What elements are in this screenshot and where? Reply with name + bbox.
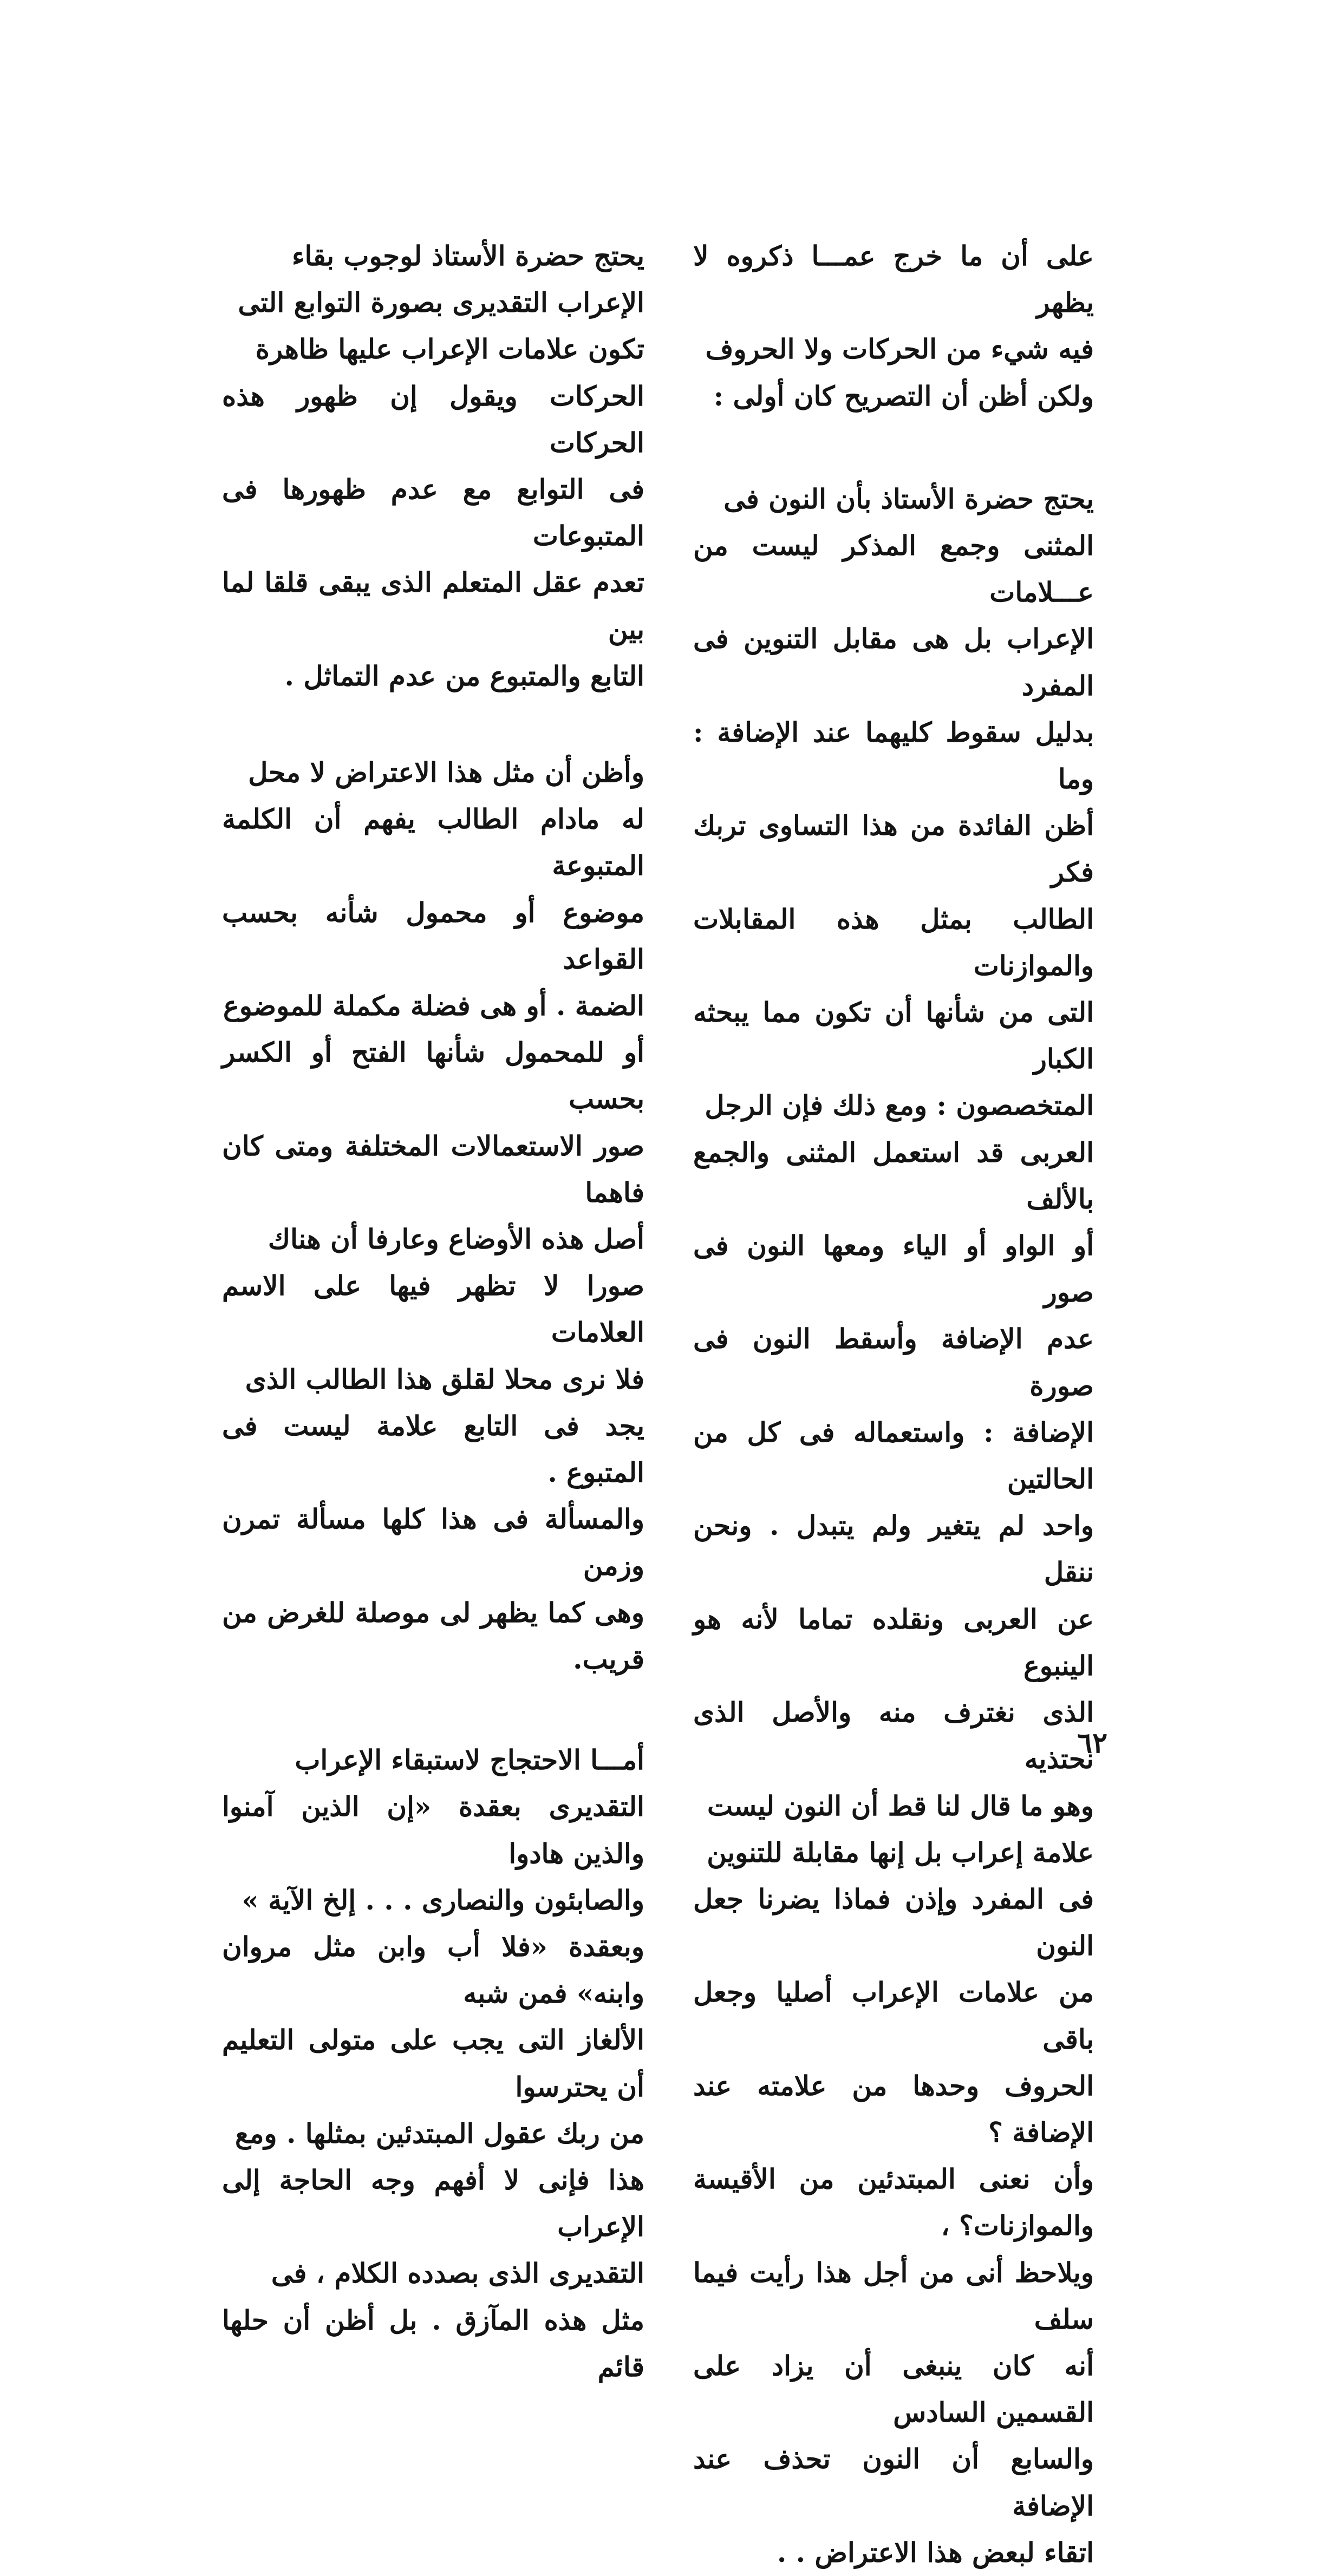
text-line: المثنى وجمع المذكر ليست من عـــلامات — [693, 529, 1094, 609]
text-line: يجد فى التابع علامة ليست فى المتبوع . — [222, 1409, 644, 1489]
text-line: له مادام الطالب يفهم أن الكلمة المتبوعة — [222, 803, 644, 882]
text-line: على أن ما خرج عمـــا ذكروه لا يظهر — [693, 240, 1094, 319]
text-line: مثل هذه المآزق . بل أظن أن حلها قائم — [222, 2304, 644, 2383]
text-line: أمـــا الاحتجاج لاستبقاء الإعراب — [295, 1744, 644, 1776]
text-line: من علامات الإعراب أصليا وجعل باقى — [693, 1976, 1094, 2055]
text-line: التى من شأنها أن تكون مما يبحثه الكبار — [693, 996, 1094, 1075]
text-line: اتقاء لبعض هذا الاعتراض . . — [777, 2536, 1094, 2568]
text-line: الذى نغترف منه والأصل الذى نحتذيه — [693, 1696, 1094, 1775]
left-column — [222, 233, 644, 2390]
right-column — [693, 233, 1094, 2576]
text-line: أو الواو أو الياء ومعها النون فى صور — [693, 1230, 1094, 1309]
left-paragraph-3 — [222, 1737, 644, 2390]
text-line: هذا فإنى لا أفهم وجه الحاجة إلى الإعراب — [222, 2163, 644, 2243]
text-line: علامة إعراب بل إنها مقابلة للتنوين — [707, 1836, 1094, 1868]
text-line: التقديرى بعقدة «إن الذين آمنوا والذين هادوا — [222, 1790, 644, 1869]
text-line: المتخصصون : ومع ذلك فإن الرجل — [705, 1089, 1094, 1122]
text-line: وهى كما يظهر لى موصلة للغرض من قريب. — [222, 1596, 644, 1675]
paragraph-gap — [693, 420, 1094, 476]
text-line: الحروف وحدها من علامته عند الإضافة ؟ — [693, 2069, 1094, 2148]
right-paragraph-1 — [693, 233, 1094, 420]
text-line: وأن نعنى المبتدئين من الأقيسة والموازنات؟ ، — [693, 2163, 1094, 2242]
text-line: وبعقدة «فلا أب وابن مثل مروان وابنه» فمن شبه — [222, 1930, 644, 2010]
text-line: أنه كان ينبغى أن يزاد على القسمين السادس — [693, 2349, 1094, 2429]
text-line: الإعراب بل هى مقابل التنوين فى المفرد — [693, 623, 1094, 702]
text-line: من ربك عقول المبتدئين بمثلها . ومع — [235, 2117, 644, 2149]
text-line: الضمة . أو هى فضلة مكملة للموضوع — [223, 990, 644, 1022]
text-line: فيه شيء من الحركات ولا الحروف — [705, 333, 1094, 365]
text-line: الحركات ويقول إن ظهور هذه الحركات — [222, 380, 644, 459]
text-line: العربى قد استعمل المثنى والجمع بالألف — [693, 1136, 1094, 1215]
text-line: واحد لم يتغير ولم يتبدل . ونحن ننقل — [693, 1509, 1094, 1588]
text-line: الألغاز التى يجب على متولى التعليم أن يحترسوا — [222, 2024, 644, 2103]
text-line: الإعراب التقديرى بصورة التوابع التى — [238, 286, 644, 319]
text-line: أظن الفائدة من هذا التساوى تربك فكر — [693, 809, 1094, 888]
text-line: الطالب بمثل هذه المقابلات والموازنات — [693, 903, 1094, 982]
text-line: ولكن أظن أن التصريح كان أولى : — [713, 380, 1094, 412]
text-line: موضوع أو محمول شأنه بحسب القواعد — [222, 896, 644, 975]
right-paragraph-2 — [693, 476, 1094, 2576]
text-line: والمسألة فى هذا كلها مسألة تمرن وزمن — [222, 1503, 644, 1582]
text-line: صورا لا تظهر فيها على الاسم العلامات — [222, 1270, 644, 1349]
text-line: فلا نرى محلا لقلق هذا الطالب الذى — [245, 1363, 644, 1395]
text-line: أصل هذه الأوضاع وعارفا أن هناك — [268, 1223, 644, 1256]
text-line: بدليل سقوط كليهما عند الإضافة : وما — [693, 716, 1094, 795]
text-line: ويلاحظ أنى من أجل هذا رأيت فيما سلف — [693, 2256, 1094, 2335]
text-line: الإضافة : واستعماله فى كل من الحالتين — [693, 1416, 1094, 1495]
text-line: يحتج حضرة الأستاذ بأن النون فى — [723, 482, 1094, 515]
text-line: والسابع أن النون تحذف عند الإضافة — [693, 2443, 1094, 2522]
text-line: التقديرى الذى بصدده الكلام ، فى — [271, 2257, 644, 2290]
text-line: فى المفرد وإذن فماذا يضرنا جعل النون — [693, 1882, 1094, 1962]
text-line: التابع والمتبوع من عدم التماثل . — [284, 659, 644, 692]
text-line: أو للمحمول شأنها الفتح أو الكسر بحسب — [222, 1036, 644, 1115]
text-line: تكون علامات الإعراب عليها ظاهرة — [255, 333, 644, 365]
text-line: وهو ما قال لنا قط أن النون ليست — [707, 1789, 1094, 1822]
text-line: يحتج حضرة الأستاذ لوجوب بقاء — [292, 240, 644, 272]
left-paragraph-1 — [222, 233, 644, 699]
text-line: عدم الإضافة وأسقط النون فى صورة — [693, 1323, 1094, 1402]
text-line: صور الاستعمالات المختلفة ومتى كان فاهما — [222, 1129, 644, 1208]
text-line: فى التوابع مع عدم ظهورها فى المتبوعات — [222, 473, 644, 552]
text-line: وأظن أن مثل هذا الاعتراض لا محل — [248, 756, 644, 789]
paragraph-gap — [222, 1683, 644, 1737]
page-number: ٦٢ — [1077, 1727, 1107, 1760]
text-line: والصابئون والنصارى . . . إلخ الآية » — [242, 1884, 644, 1916]
paragraph-gap — [222, 699, 644, 749]
left-paragraph-2 — [222, 749, 644, 1683]
text-line: عن العربى ونقلده تماما لأنه هو الينبوع — [693, 1603, 1094, 1682]
text-line: تعدم عقل المتعلم الذى يبقى قلقا لما بين — [222, 566, 644, 645]
